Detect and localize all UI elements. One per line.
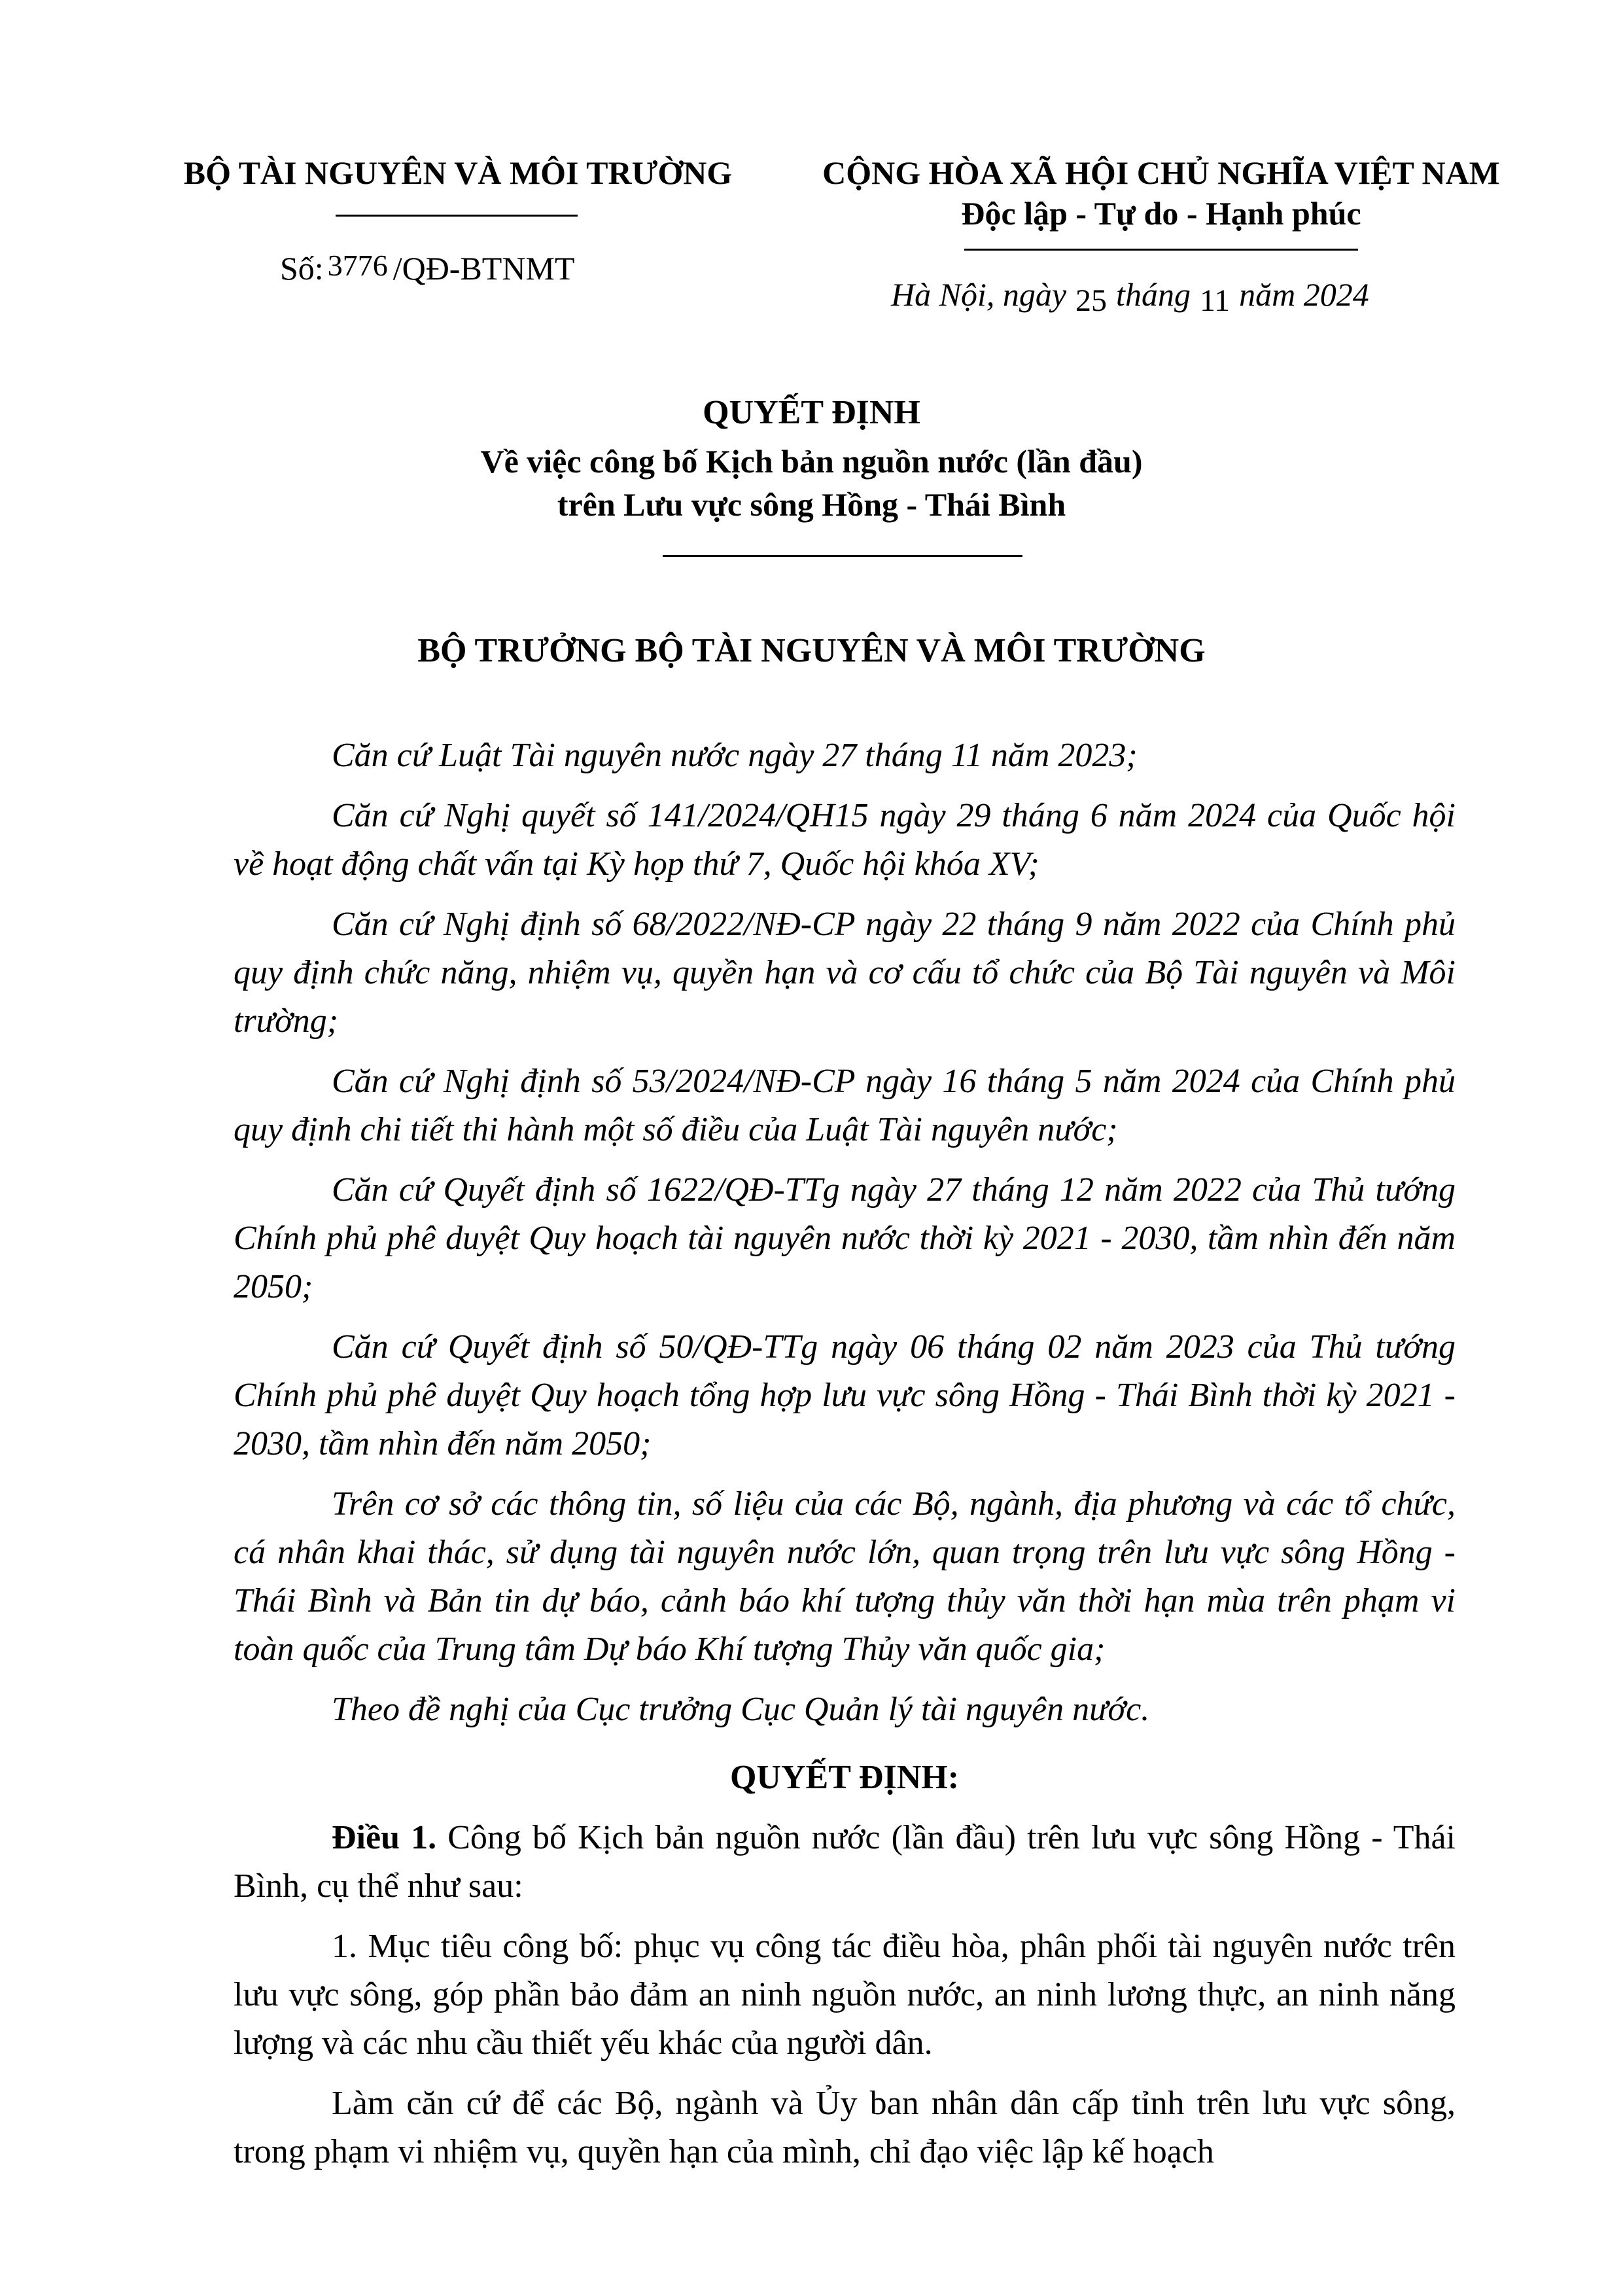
agency-underline <box>336 215 578 217</box>
body-paragraph: 1. Mục tiêu công bố: phục vụ công tác điều hòa, phân phối tài nguyên nước trên lưu vực sông, góp phần bảo đảm an ninh nguồn nước, an ninh lương thực, an ninh năng lượng và các nhu cầu thiết yếu khác của người dân. <box>234 1928 1456 2062</box>
title-underline <box>663 555 1022 557</box>
doc-number-suffix: /QĐ-BTNMT <box>393 250 575 287</box>
date-prefix: Hà Nội, ngày <box>891 276 1067 313</box>
place-date-line <box>891 274 1369 317</box>
document-subject-line-2: trên Lưu vực sông Hồng - Thái Bình <box>557 486 1066 523</box>
doc-number-label: Số: <box>280 250 324 287</box>
motto-underline <box>964 249 1358 251</box>
national-title: CỘNG HÒA XÃ HỘI CHỦ NGHĨA VIỆT NAM <box>822 154 1500 191</box>
preamble-paragraph: Trên cơ sở các thông tin, số liệu của các Bộ, ngành, địa phương và các tổ chức, cá nhân khai thác, sử dụng tài nguyên nước lớn, quan trọng trên lưu vực sông Hồng - Thái Bình và Bản tin dự báo, cảnh báo khí tượng thủy văn thời hạn mùa trên phạm vi toàn quốc của Trung tâm Dự báo Khí tượng Thủy văn quốc gia; <box>234 1485 1456 1668</box>
article-1 <box>234 1814 1456 1911</box>
article-1-label: Điều 1. <box>332 1819 437 1856</box>
date-month-label: tháng <box>1116 276 1191 313</box>
body-paragraph: Làm căn cứ để các Bộ, ngành và Ủy ban nhân dân cấp tỉnh trên lưu vực sông, trong phạm vi nhiệm vụ, quyền hạn của mình, chỉ đạo việc lập kế hoạch <box>234 2085 1456 2170</box>
issuing-authority: BỘ TRƯỞNG BỘ TÀI NGUYÊN VÀ MÔI TRƯỜNG <box>417 632 1206 669</box>
doc-number-value: 3776 <box>327 249 388 282</box>
preamble-paragraph: Theo đề nghị của Cục trưởng Cục Quản lý tài nguyên nước. <box>332 1691 1150 1728</box>
preamble-paragraph: Căn cứ Quyết định số 1622/QĐ-TTg ngày 27 tháng 12 năm 2022 của Thủ tướng Chính phủ phê duyệt Quy hoạch tài nguyên nước thời kỳ 2021 - 2030, tầm nhìn đến năm 2050; <box>234 1171 1456 1305</box>
preamble-paragraph: Căn cứ Quyết định số 50/QĐ-TTg ngày 06 tháng 02 năm 2023 của Thủ tướng Chính phủ phê duyệt Quy hoạch tổng hợp lưu vực sông Hồng - Thái Bình thời kỳ 2021 - 2030, tầm nhìn đến năm 2050; <box>234 1328 1456 1462</box>
agency-name: BỘ TÀI NGUYÊN VÀ MÔI TRƯỜNG <box>183 154 733 191</box>
document-number <box>280 247 574 291</box>
preamble-paragraph: Căn cứ Luật Tài nguyên nước ngày 27 tháng 11 năm 2023; <box>332 737 1138 774</box>
preamble-paragraph: Căn cứ Nghị định số 68/2022/NĐ-CP ngày 22 tháng 9 năm 2022 của Chính phủ quy định chức năng, nhiệm vụ, quyền hạn và cơ cấu tổ chức của Bộ Tài nguyên và Môi trường; <box>234 906 1456 1040</box>
preamble-paragraph: Căn cứ Nghị quyết số 141/2024/QH15 ngày 29 tháng 6 năm 2024 của Quốc hội về hoạt động chất vấn tại Kỳ họp thứ 7, Quốc hội khóa XV; <box>234 797 1456 883</box>
document-subject-line-1: Về việc công bố Kịch bản nguồn nước (lần đầu) <box>480 443 1143 480</box>
document-body <box>234 732 1456 2188</box>
date-day: 25 <box>1075 283 1108 318</box>
document-title: QUYẾT ĐỊNH <box>703 394 920 431</box>
article-1-text: Công bố Kịch bản nguồn nước (lần đầu) trên lưu vực sông Hồng - Thái Bình, cụ thể như sau: <box>234 1819 1456 1905</box>
preamble-paragraph: Căn cứ Nghị định số 53/2024/NĐ-CP ngày 16 tháng 5 năm 2024 của Chính phủ quy định chi tiết thi hành một số điều của Luật Tài nguyên nước; <box>234 1063 1456 1148</box>
date-month: 11 <box>1199 283 1230 318</box>
date-year: năm 2024 <box>1239 276 1369 313</box>
decision-heading: QUYẾT ĐỊNH: <box>729 1759 960 1796</box>
national-motto: Độc lập - Tự do - Hạnh phúc <box>961 195 1361 232</box>
